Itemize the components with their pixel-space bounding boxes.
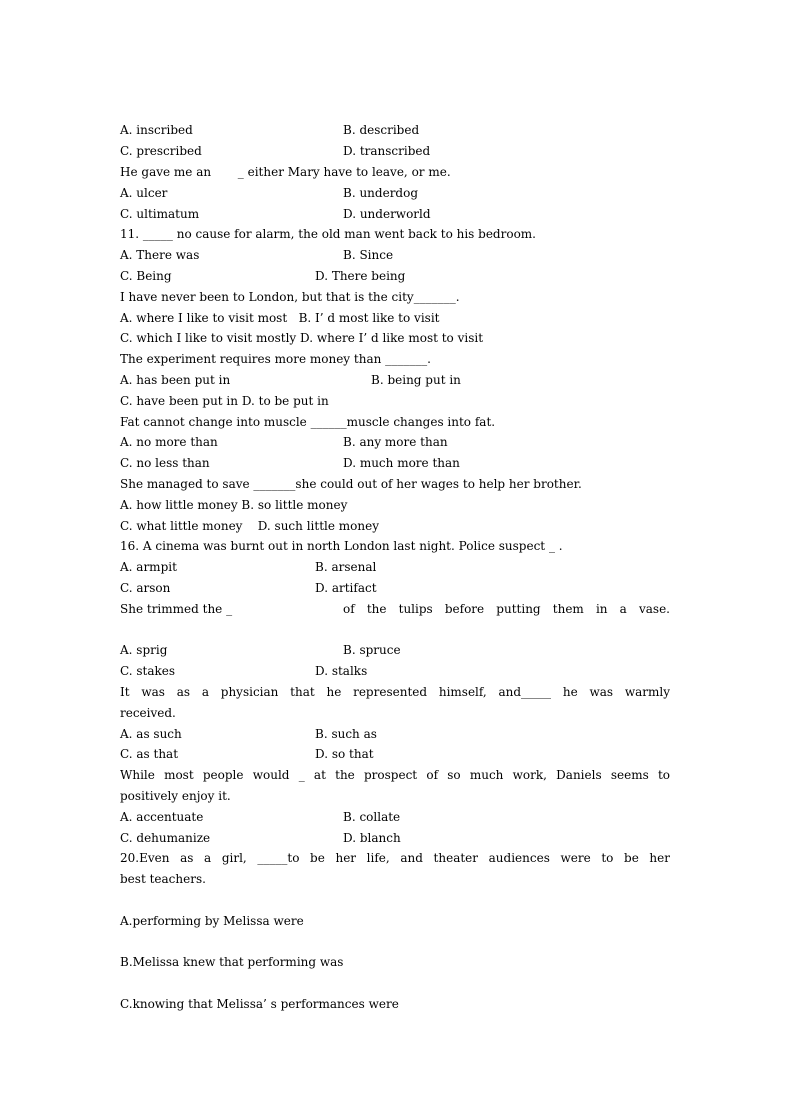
- q12-options-ab: A. where I like to visit most B. I’ d most like to visit: [120, 311, 440, 325]
- q13-stem: The experiment requires more money than _______.: [120, 352, 431, 366]
- q14-option-c: C. no less than: [120, 456, 210, 470]
- q18-option-a: A. as such: [120, 727, 182, 741]
- q18-option-d: D. so that: [315, 747, 374, 761]
- q15-stem: She managed to save _______she could out of her wages to help her brother.: [120, 477, 582, 491]
- q15-options-cd: C. what little money D. such little money: [120, 519, 379, 533]
- q19-stem-line2: positively enjoy it.: [120, 789, 231, 803]
- q18-option-b: B. such as: [315, 727, 377, 741]
- q16-option-c: C. arson: [120, 581, 171, 595]
- q14-option-b: B. any more than: [343, 435, 448, 449]
- q9-option-b: B. described: [343, 123, 420, 137]
- q18-stem-line2: received.: [120, 706, 176, 720]
- q13-option-a: A. has been put in: [120, 373, 231, 387]
- q20-option-c: C.knowing that Melissa’ s performances were: [120, 997, 399, 1011]
- q17-stem-left: She trimmed the _: [120, 602, 233, 616]
- q11-option-a: A. There was: [120, 248, 200, 262]
- q20-option-a: A.performing by Melissa were: [120, 914, 304, 928]
- q19-option-a: A. accentuate: [120, 810, 204, 824]
- q17-option-d: D. stalks: [315, 664, 368, 678]
- q11-stem: 11. _____ no cause for alarm, the old man went back to his bedroom.: [120, 227, 536, 241]
- q16-option-d: D. artifact: [315, 581, 377, 595]
- q18-option-c: C. as that: [120, 747, 179, 761]
- q17-option-b: B. spruce: [343, 643, 401, 657]
- q10-option-c: C. ultimatum: [120, 207, 200, 221]
- q13-options-cd: C. have been put in D. to be put in: [120, 394, 329, 408]
- q10-stem: He gave me an _ either Mary have to leave, or me.: [120, 165, 451, 179]
- q10-option-a: A. ulcer: [120, 186, 168, 200]
- q17-option-c: C. stakes: [120, 664, 176, 678]
- q14-option-a: A. no more than: [120, 435, 218, 449]
- q17-option-a: A. sprig: [120, 643, 168, 657]
- q16-option-a: A. armpit: [120, 560, 177, 574]
- q9-option-d: D. transcribed: [343, 144, 431, 158]
- q14-option-d: D. much more than: [343, 456, 460, 470]
- q16-option-b: B. arsenal: [315, 560, 377, 574]
- q11-option-c: C. Being: [120, 269, 172, 283]
- q11-option-d: D. There being: [315, 269, 406, 283]
- q20-option-b: B.Melissa knew that performing was: [120, 955, 344, 969]
- q11-option-b: B. Since: [343, 248, 394, 262]
- q9-option-c: C. prescribed: [120, 144, 202, 158]
- q18-stem-line1: It was as a physician that he represented himself, and_____ he was warmly: [120, 685, 670, 699]
- q10-option-b: B. underdog: [343, 186, 419, 200]
- q12-stem: I have never been to London, but that is the city_______.: [120, 290, 460, 304]
- q17-stem-right: of the tulips before putting them in a vase.: [343, 602, 670, 616]
- q19-stem-line1: While most people would _ at the prospect of so much work, Daniels seems to: [120, 768, 670, 782]
- q19-option-d: D. blanch: [343, 831, 401, 845]
- q20-stem-line2: best teachers.: [120, 872, 206, 886]
- q20-stem-line1: 20.Even as a girl, _____to be her life, and theater audiences were to be her: [120, 851, 670, 865]
- q9-option-a: A. inscribed: [120, 123, 193, 137]
- q14-stem: Fat cannot change into muscle ______muscle changes into fat.: [120, 415, 496, 429]
- q16-stem: 16. A cinema was burnt out in north London last night. Police suspect _ .: [120, 539, 563, 553]
- q12-options-cd: C. which I like to visit mostly D. where I’ d like most to visit: [120, 331, 484, 345]
- q13-option-b: B. being put in: [371, 373, 461, 387]
- q10-option-d: D. underworld: [343, 207, 431, 221]
- q19-option-c: C. dehumanize: [120, 831, 211, 845]
- q19-option-b: B. collate: [343, 810, 401, 824]
- q15-options-ab: A. how little money B. so little money: [120, 498, 348, 512]
